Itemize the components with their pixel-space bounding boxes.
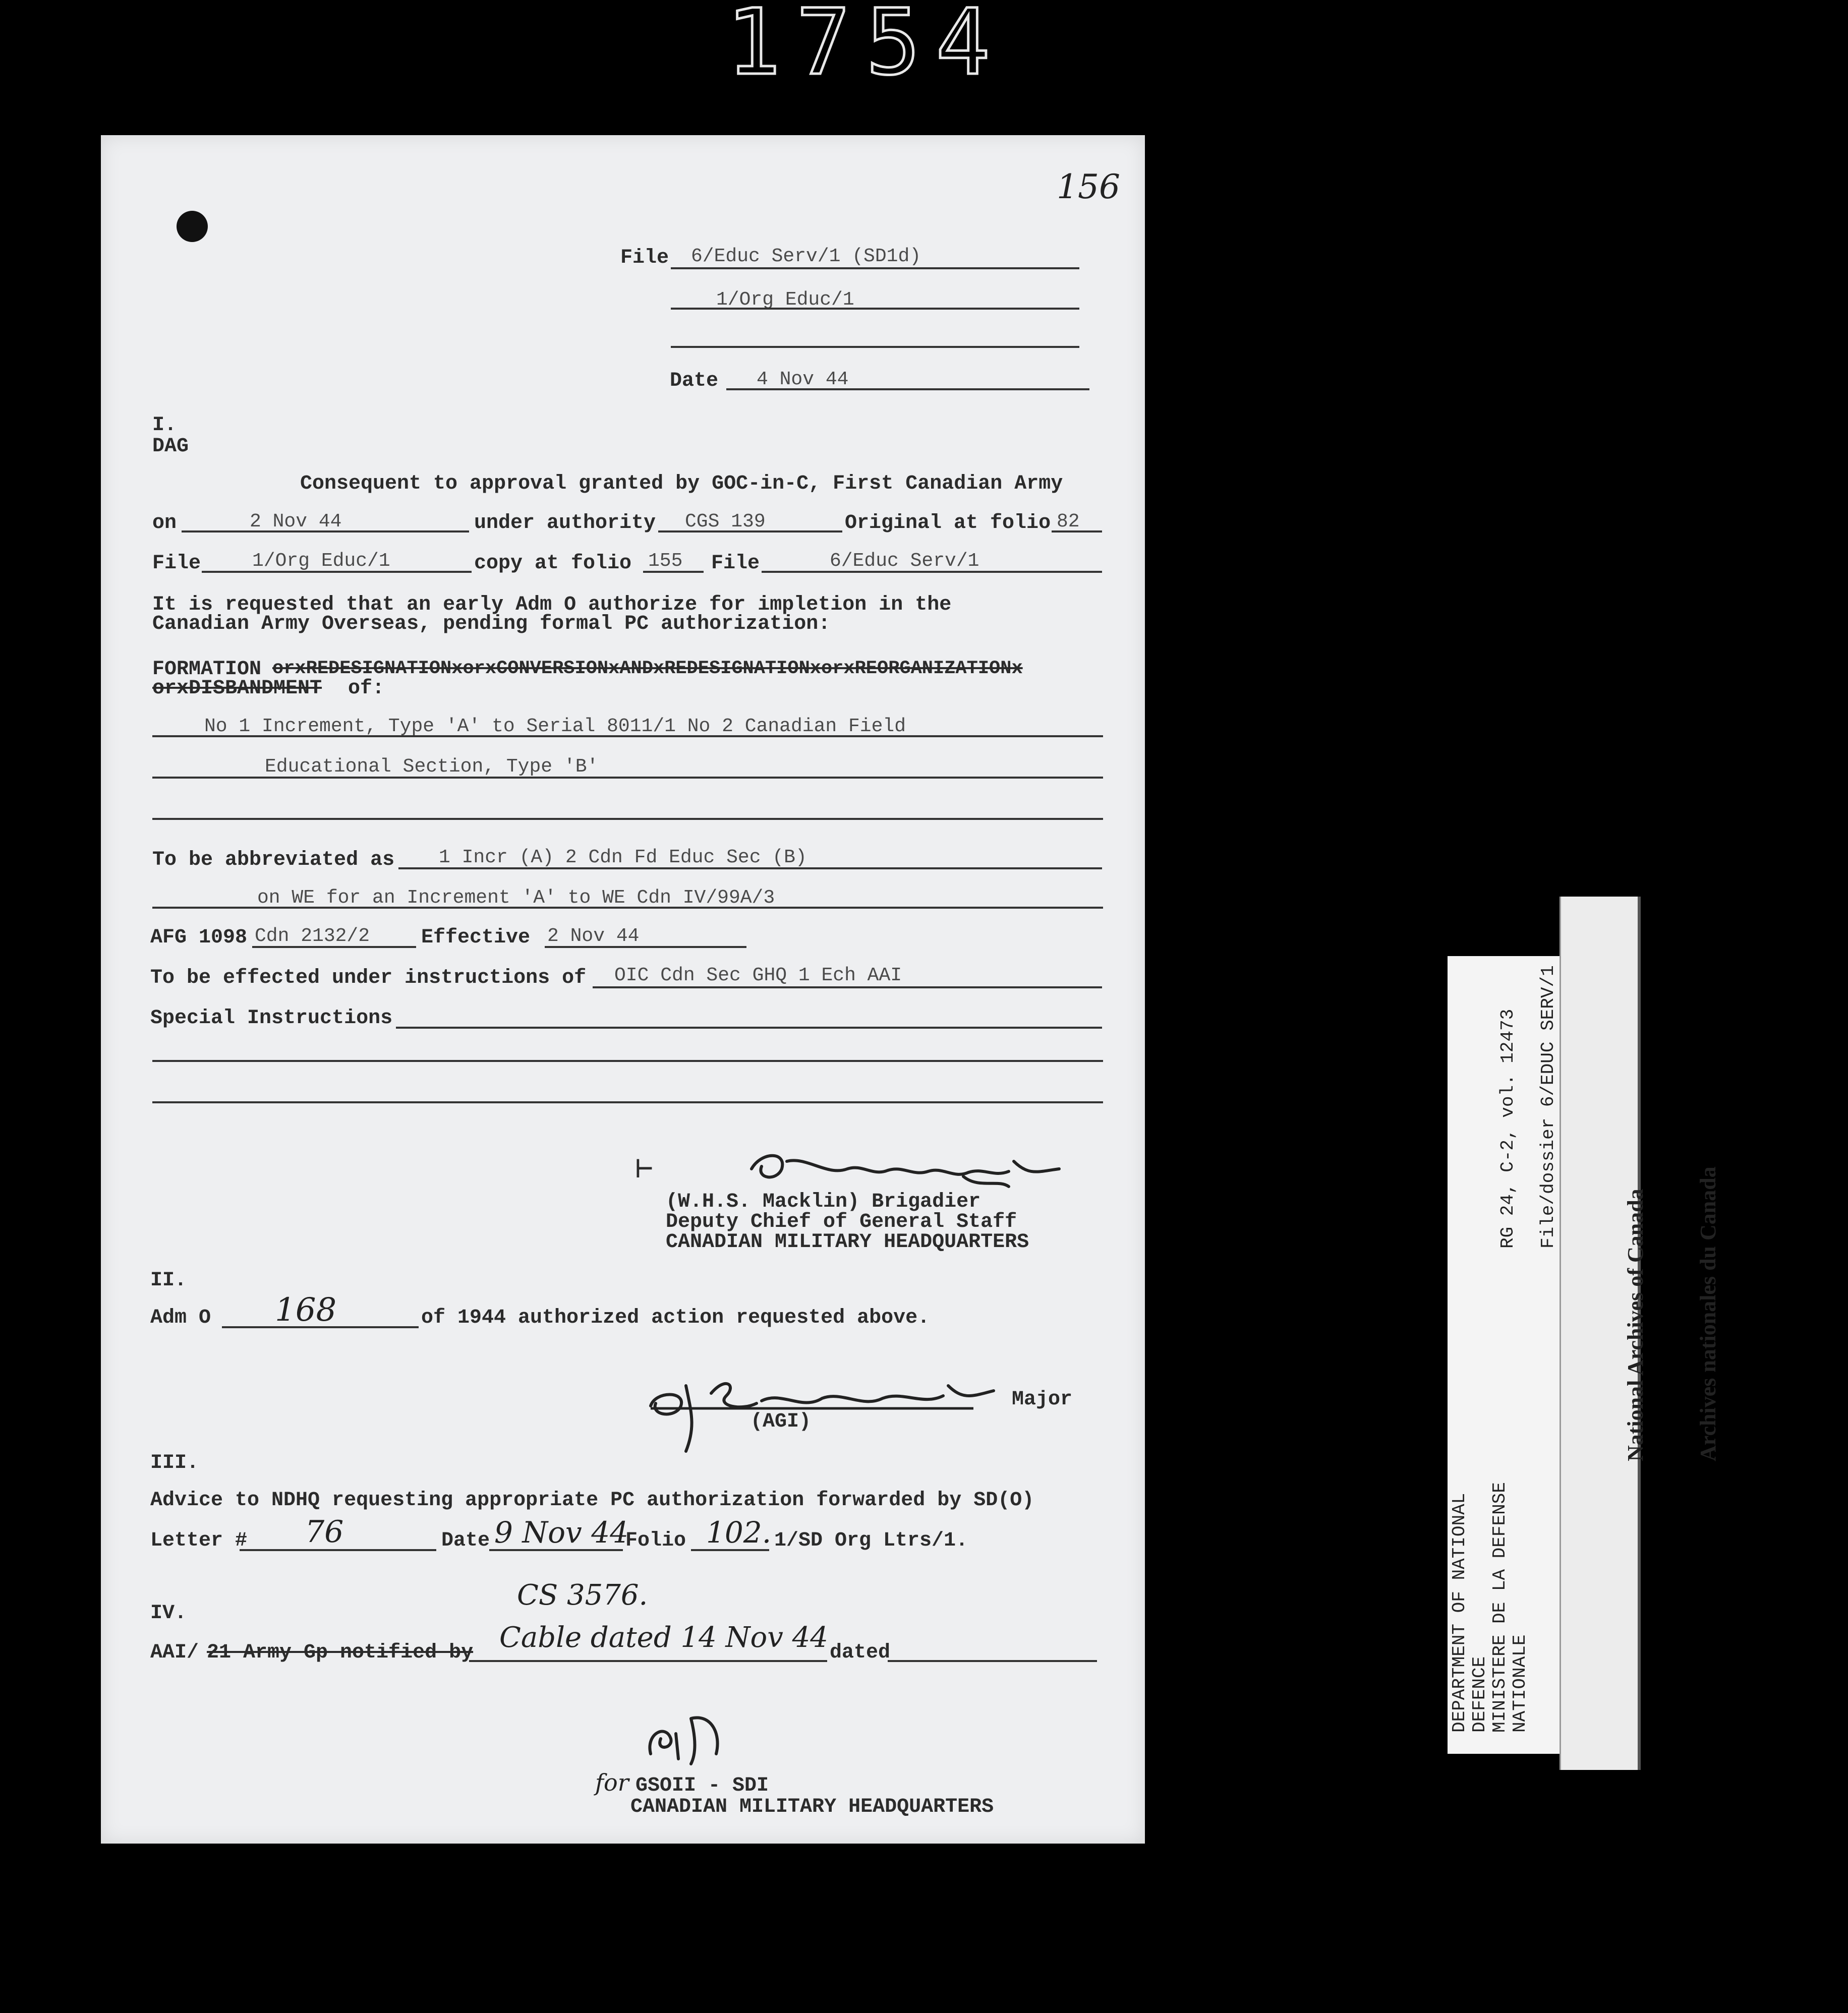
on-value: 2 Nov 44: [250, 511, 342, 532]
effective-label: Effective: [421, 926, 531, 949]
intro-text: Consequent to approval granted by GOC-in-C, First Canadian Army: [300, 472, 1063, 495]
effective-value: 2 Nov 44: [547, 925, 640, 947]
letter-label: Letter #: [150, 1529, 248, 1552]
letter-value: 76: [305, 1514, 344, 1550]
adm-label: Adm O: [150, 1307, 211, 1329]
dated-label: dated: [830, 1641, 891, 1664]
authority-label: under authority: [474, 512, 656, 535]
file-label-1: File: [152, 552, 201, 575]
file-label-2: File: [711, 552, 760, 575]
archival-reference-card: [1448, 956, 1566, 1754]
formation-word: FORMATION: [152, 658, 262, 681]
addressee: DAG: [152, 435, 189, 458]
struck-options-1: orxREDESIGNATIONxorxCONVERSIONxANDxREDESIGNATIONxorxREORGANIZATIONx: [272, 658, 1023, 679]
we-value: on WE for an Increment 'A' to WE Cdn IV/99A/3: [257, 887, 775, 909]
agi-signature: [641, 1355, 1004, 1456]
document-page: [101, 135, 1145, 1844]
for-mark: ⊢: [636, 1154, 653, 1187]
date-label-3: Date: [441, 1529, 490, 1552]
archives-label: [1575, 1166, 1769, 1461]
adm-value: 168: [275, 1291, 337, 1329]
date-value: 4 Nov 44: [757, 369, 849, 390]
handwritten-cable-date: Cable dated 14 Nov 44: [499, 1621, 828, 1654]
file-value-2: 6/Educ Serv/1: [830, 550, 979, 572]
afg-label: AFG 1098: [150, 926, 248, 949]
section-3-text: Advice to NDHQ requesting appropriate PC authorization forwarded by SD(O): [150, 1489, 1034, 1512]
file-ref-3: 1/SD Org Ltrs/1.: [774, 1529, 968, 1552]
handwritten-cable-number: CS 3576.: [517, 1579, 648, 1612]
file-ref-2: 1/Org Educ/1: [716, 289, 854, 311]
request-line-2: Canadian Army Overseas, pending formal PC authorization:: [152, 613, 831, 635]
request-line-1: It is requested that an early Adm O authorize for impletion in the: [152, 594, 952, 616]
unit-line-1: No 1 Increment, Type 'A' to Serial 8011/1 No 2 Canadian Field: [204, 716, 906, 737]
special-instructions-label: Special Instructions: [150, 1007, 393, 1030]
section-1-number: I.: [152, 414, 177, 437]
file-label: File: [620, 247, 669, 269]
file-value-1: 1/Org Educ/1: [252, 550, 390, 572]
effected-label: To be effected under instructions of: [150, 967, 587, 989]
folio-stamp: 156: [1057, 167, 1120, 206]
struck-options-2: orxDISBANDMENT: [152, 677, 322, 700]
dcgs-org: CANADIAN MILITARY HEADQUARTERS: [666, 1231, 1029, 1254]
section-3-number: III.: [150, 1452, 199, 1474]
abbrev-label: To be abbreviated as: [152, 849, 395, 871]
abbrev-value: 1 Incr (A) 2 Cdn Fd Educ Sec (B): [439, 847, 807, 868]
gsoii-title: GSOII - SDI: [636, 1774, 769, 1797]
folio-label-3: Folio: [625, 1529, 686, 1552]
section-2-text: of 1944 authorized action requested above.: [421, 1307, 930, 1329]
dcgs-name: (W.H.S. Macklin) Brigadier: [666, 1191, 981, 1213]
for-prefix: for: [595, 1769, 629, 1796]
aai-prefix: AAI/: [150, 1641, 199, 1664]
file-reference-label: RG 24, C-2, vol. 12473 File/dossier 6/EDUC SERV/1: [1497, 965, 1558, 1249]
copy-label: copy at folio: [474, 552, 632, 575]
folio-value-3: 102.: [706, 1515, 772, 1550]
authority-value: CGS 139: [685, 511, 766, 532]
agi-rank: Major: [1012, 1388, 1073, 1411]
gsoii-initials: [636, 1703, 757, 1769]
date-value-3: 9 Nov 44: [494, 1515, 629, 1550]
punch-hole: [177, 211, 208, 242]
gsoii-org: CANADIAN MILITARY HEADQUARTERS: [630, 1796, 994, 1818]
date-label: Date: [670, 370, 719, 392]
section-4-number: IV.: [150, 1602, 187, 1625]
original-value: 82: [1057, 511, 1080, 532]
national-archives-card: [1560, 897, 1720, 1770]
file-ref-1: 6/Educ Serv/1 (SD1d): [691, 246, 921, 267]
copy-value: 155: [648, 550, 683, 572]
agi-office: (AGI): [750, 1410, 812, 1433]
original-label: Original at folio: [845, 512, 1051, 535]
unit-line-2: Educational Section, Type 'B': [265, 756, 599, 778]
dcgs-title: Deputy Chief of General Staff: [666, 1211, 1017, 1233]
aai-struck-text: 21 Army Gp notified by: [207, 1641, 474, 1664]
of-label: of:: [348, 677, 385, 700]
effected-value: OIC Cdn Sec GHQ 1 Ech AAI: [614, 965, 902, 986]
on-label: on: [152, 512, 177, 535]
reel-number: 1754: [726, 0, 1006, 95]
archives-name-fr: Archives nationales du Canada: [1696, 1166, 1720, 1461]
section-2-number: II.: [150, 1269, 187, 1292]
department-label: DEPARTMENT OF NATIONAL DEFENCE MINISTERE DE LA DEFENSE NATIONALE: [1449, 1482, 1530, 1733]
afg-value: Cdn 2132/2: [255, 925, 370, 947]
archives-name-en: National Archives of Canada: [1623, 1189, 1648, 1461]
